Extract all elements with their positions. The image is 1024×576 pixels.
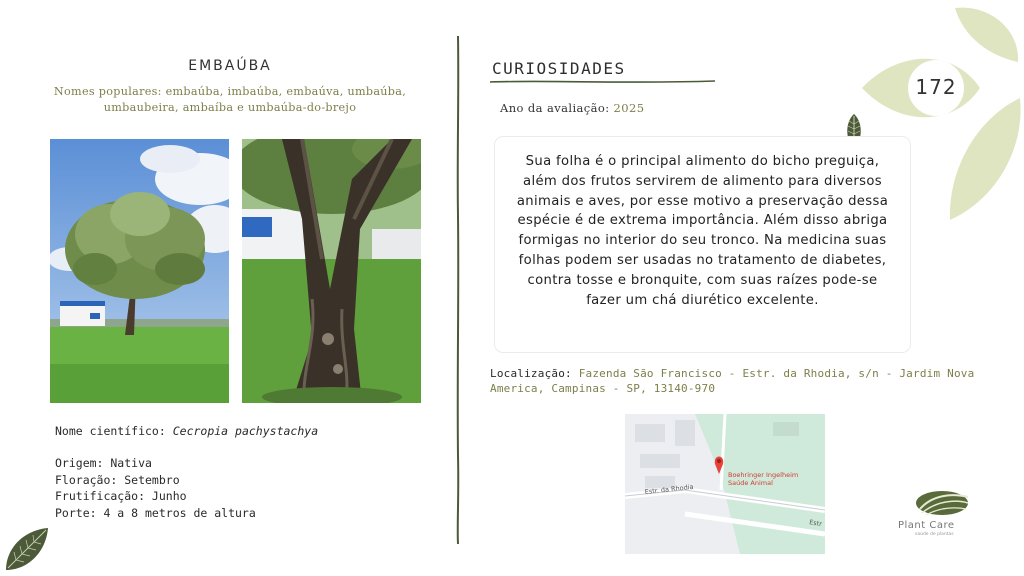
scientific-name-row: [55, 423, 385, 440]
logo-tagline: saúde de plantas: [915, 532, 954, 537]
flowering: Floração: Setembro: [55, 472, 180, 487]
map-road-label-2: Estr: [808, 518, 823, 529]
map-road-label: Estr. da Rhodia: [644, 482, 694, 496]
year-value: 2025: [613, 101, 645, 115]
scientific-label: Nome científico:: [55, 424, 166, 438]
heading-underline: [490, 78, 715, 86]
location-value: Fazenda São Francisco - Estr. da Rhodia, s/n - Jardim Nova America, Campinas - SP, 13140-970: [490, 367, 975, 395]
location-label: Localização:: [490, 367, 572, 380]
plant-details: [55, 455, 385, 521]
trunk-photo: [242, 139, 421, 403]
size: Porte: 4 a 8 metros de altura: [55, 505, 256, 520]
page-number: 172: [915, 75, 957, 99]
scientific-name: Cecropia pachystachya: [172, 424, 319, 438]
plant-care-logo-icon: [912, 487, 972, 519]
evaluation-year: [500, 101, 644, 115]
origin: Origem: Nativa: [55, 456, 152, 470]
location-map[interactable]: [625, 414, 825, 554]
popular-names: Nomes populares: embaúba, imbaúba, embaúva, umbaúba, umbaubeira, ambaíba e umbaúba-do-brejo: [53, 85, 407, 114]
map-place-line2: Saúde Animal: [728, 479, 773, 487]
location: [490, 366, 990, 396]
year-label: Ano da avaliação:: [500, 101, 610, 115]
fruiting: Frutificação: Junho: [55, 489, 187, 503]
tree-photo: [50, 139, 229, 403]
curiosities-box: [494, 136, 911, 353]
curiosities-text: Sua folha é o principal alimento do bicho preguiça, além dos frutos servirem de alimento para diversos animais e aves, por esse motivo a preservação dessa espécie é de extrema importância. Além disso abriga formigas no interior do seu tronco. Na medicina suas folhas podem ser usadas no tratamento de diabetes, contra tosse e bronquite, com suas raízes pode-se fazer um chá diurético excelente.: [516, 154, 889, 308]
leaf-icon-bottom: [2, 526, 50, 572]
vertical-divider: [455, 36, 461, 544]
plant-title: EMBAÚBA: [188, 58, 272, 74]
curiosities-heading: CURIOSIDADES: [492, 59, 626, 78]
map-place-line1: Boehringer Ingelheim: [728, 471, 799, 479]
logo-name: Plant Care: [898, 520, 955, 531]
